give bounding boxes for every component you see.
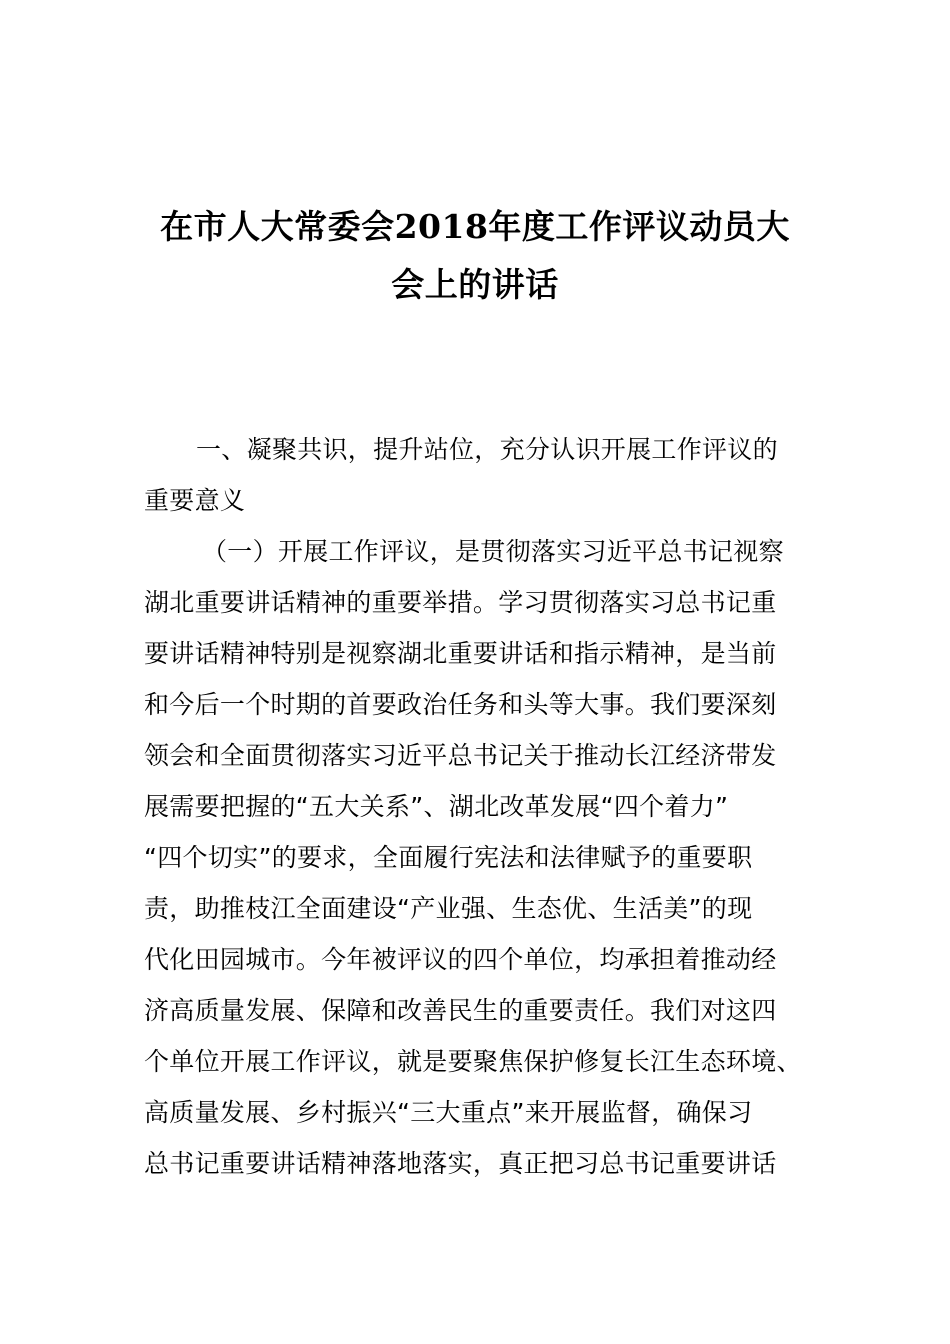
paragraph-line: 领会和全面贯彻落实习近平总书记关于推动长江经济带发 (144, 741, 777, 770)
paragraph-line: 湖北重要讲话精神的重要举措。学习贯彻落实习总书记重 (144, 588, 777, 617)
paragraph-line: 展需要把握的“五大关系”、湖北改革发展“四个着力” (144, 792, 729, 821)
paragraph-line: 责，助推枝江全面建设“产业强、生态优、生活美”的现 (144, 894, 753, 923)
paragraph-line: 总书记重要讲话精神落地落实，真正把习总书记重要讲话 (144, 1149, 777, 1178)
document-body (144, 424, 804, 1189)
paragraph-line: 济高质量发展、保障和改善民生的重要责任。我们对这四 (144, 996, 777, 1025)
document-title (140, 198, 810, 314)
paragraph-line: 要讲话精神特别是视察湖北重要讲话和指示精神，是当前 (144, 639, 777, 668)
title-line-2: 会上的讲话 (391, 265, 559, 304)
paragraph-line: （一）开展工作评议，是贯彻落实习近平总书记视察 (202, 537, 784, 566)
section-heading-line-2: 重要意义 (144, 486, 246, 515)
title-line-1: 在市人大常委会2018年度工作评议动员大 (160, 207, 790, 246)
paragraph-line: 代化田园城市。今年被评议的四个单位，均承担着推动经 (144, 945, 777, 974)
paragraph-line: “四个切实”的要求，全面履行宪法和法律赋予的重要职 (144, 843, 753, 872)
section-heading-line-1: 一、凝聚共识，提升站位，充分认识开展工作评议的 (196, 435, 778, 464)
paragraph-line: 个单位开展工作评议，就是要聚焦保护修复长江生态环境、 (144, 1047, 802, 1076)
paragraph-line: 高质量发展、乡村振兴“三大重点”来开展监督，确保习 (144, 1098, 753, 1127)
paragraph-line: 和今后一个时期的首要政治任务和头等大事。我们要深刻 (144, 690, 777, 719)
